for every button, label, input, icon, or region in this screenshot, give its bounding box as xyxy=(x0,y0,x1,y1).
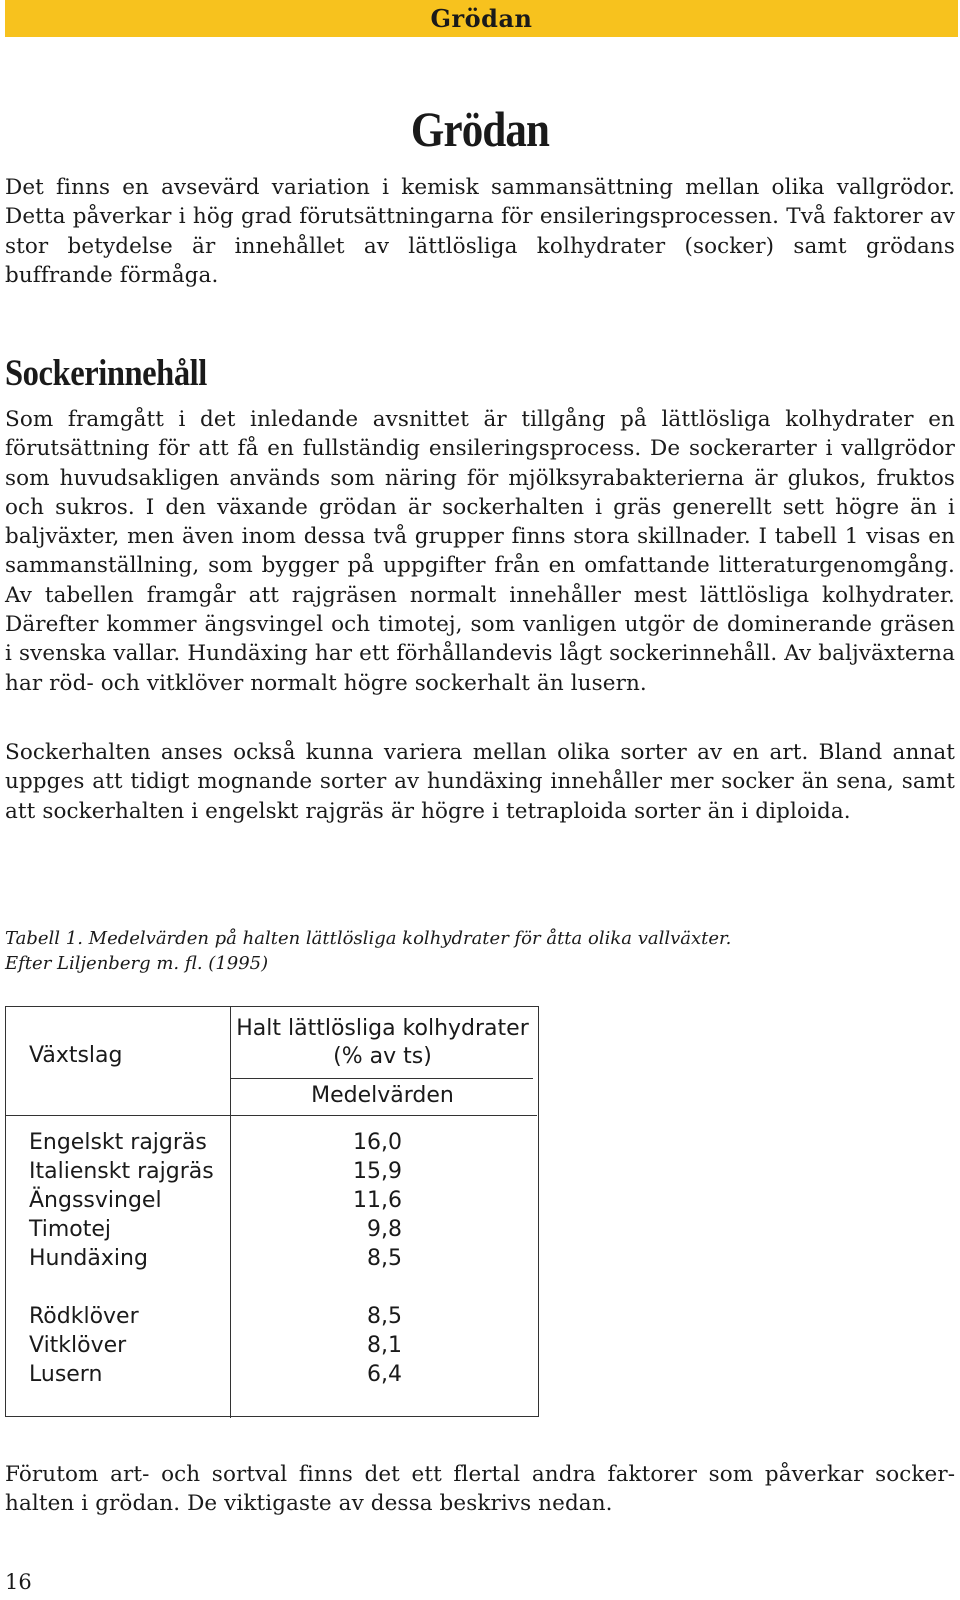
table-row-name: Vitklöver xyxy=(29,1333,127,1358)
column-header-value-line-1: Halt lättlösliga kolhydrater xyxy=(236,1016,529,1041)
running-header-bar xyxy=(5,0,958,37)
table-row-name: Ängssvingel xyxy=(29,1188,162,1213)
table-row-name: Italienskt rajgräs xyxy=(29,1159,214,1184)
table-row-value: 9,8 xyxy=(367,1217,402,1242)
table-row-value: 16,0 xyxy=(353,1130,402,1155)
section-heading: Sockerinnehåll xyxy=(5,353,207,394)
table-caption-line-2: Efter Liljenberg m. fl. (1995) xyxy=(5,953,269,974)
table-row-value: 8,5 xyxy=(367,1304,402,1329)
table-row-name: Hundäxing xyxy=(29,1246,148,1271)
table-caption-line-1: Tabell 1. Medelvärden på halten lättlösliga kolhydrater för åtta olika vallväxter. xyxy=(5,928,732,949)
table-row-value: 11,6 xyxy=(353,1188,402,1213)
column-header-value xyxy=(230,1015,535,1071)
column-header-species: Växtslag xyxy=(29,1043,123,1068)
body-paragraph-2: Sockerhalten anses också kunna variera mellan olika sorter av en art. Bland annat uppges att tidigt mognande sorter av hundäxing innehåller mer socker än sena, samt att sockerhalten i engelskt rajgräs är högre i tetraploida sorter än i diploida. xyxy=(5,740,955,824)
data-table xyxy=(5,1006,539,1417)
table-row-name: Rödklöver xyxy=(29,1304,139,1329)
column-header-value-line-2: (% av ts) xyxy=(333,1044,432,1069)
table-caption xyxy=(5,926,905,976)
column-subheader-mean: Medelvärden xyxy=(311,1083,454,1108)
table-subheader-rule xyxy=(230,1078,533,1079)
table-row-name: Engelskt rajgräs xyxy=(29,1130,207,1155)
table-row-value: 6,4 xyxy=(367,1362,402,1387)
body-paragraph-1: Som framgått i det inledande avsnittet är tillgång på lättlösliga kolhydrater en förutsättning för att få en fullständig ensileringsprocess. De sockerarter i vallgrödor som huvudsakligen används som näring för mjölksyrabakterierna är glukos, fruktos och sukros. I den växande grödan är sockerhalten i gräs generellt sett högre än i baljväxter, men även inom dessa två grupper finns stora skillnader. I tabell 1 visas en sammanställning, som bygger på uppgifter från en omfattande litteraturgenomgång. Av tabellen framgår att rajgräsen normalt innehåller mest lättlösliga kolhydrater. Därefter kommer ängsvingel och timotej, som vanligen utgör de dominerande gräsen i svenska vallar. Hundäxing har ett förhållandevis lågt sockerinnehåll. Av baljväxterna har röd- och vitklöver normalt högre sockerhalt än lusern. xyxy=(5,407,955,696)
intro-paragraph: Det finns en avsevärd variation i kemisk sammansättning mellan olika vallgrödor. Detta påverkar i hög grad förutsättningarna för ensileringsprocessen. Två faktorer av stor betydelse är innehållet av lättlösliga kolhydrater (socker) samt grödans buffrande förmåga. xyxy=(5,175,955,288)
closing-paragraph: Förutom art- och sortval finns det ett flertal andra faktorer som påverkar sockerhalten i grödan. De viktigaste av dessa beskrivs nedan. xyxy=(5,1462,955,1517)
running-header-title: Grödan xyxy=(430,4,533,33)
page-number: 16 xyxy=(5,1570,32,1594)
table-row-name: Timotej xyxy=(29,1217,112,1242)
table-row-value: 8,5 xyxy=(367,1246,402,1271)
table-header-rule xyxy=(6,1115,537,1116)
table-row-value: 15,9 xyxy=(353,1159,402,1184)
table-row-name: Lusern xyxy=(29,1362,103,1387)
table-row-value: 8,1 xyxy=(367,1333,402,1358)
page-title: Grödan xyxy=(410,101,550,157)
